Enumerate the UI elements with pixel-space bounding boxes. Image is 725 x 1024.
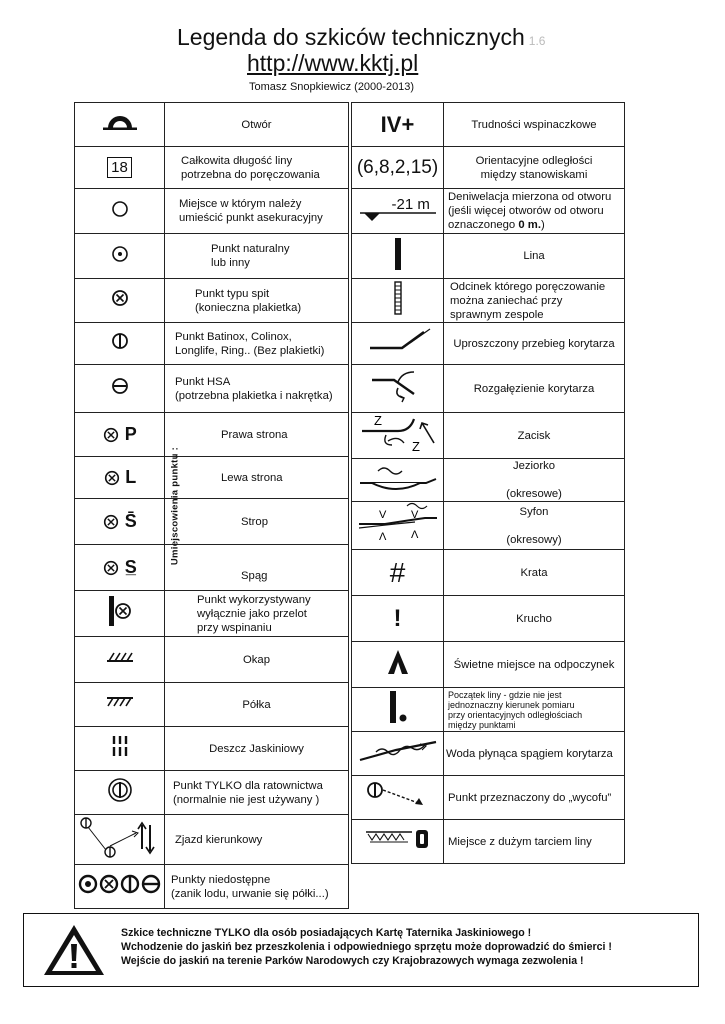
legend-row	[75, 727, 349, 771]
legend-description: Odcinek którego poręczowanie można zaniechać przy sprawnym zespole	[444, 279, 625, 323]
spit-circle-icon	[75, 279, 165, 323]
svg-text:Λ: Λ	[378, 531, 386, 543]
legend-description: Spąg	[165, 545, 349, 591]
legend-row	[352, 323, 625, 365]
retreat-point-icon	[352, 776, 444, 820]
overhang-icon	[75, 637, 165, 683]
legend-description: Punkt wykorzystywany wyłącznie jako przelot przy wspinaniu	[165, 591, 349, 637]
warning-box	[23, 913, 699, 987]
legend-description: Całkowita długość liny potrzebna do poręczowania	[165, 147, 349, 189]
legend-description: Krucho	[444, 596, 625, 642]
spit-roof-icon: S̄	[75, 499, 165, 545]
cave-rain-icon	[75, 727, 165, 771]
legend-row	[352, 189, 625, 234]
legend-row	[352, 279, 625, 323]
left-legend-table	[74, 102, 349, 909]
legend-row	[352, 147, 625, 189]
page-title: Legenda do szkiców technicznych 1.6	[177, 24, 546, 50]
legend-row	[75, 865, 349, 909]
legend-row	[352, 820, 625, 864]
depth-marker-icon: -21 m	[352, 189, 444, 234]
dot-circle-icon	[75, 234, 165, 279]
squeeze-icon	[352, 413, 444, 459]
legend-row	[75, 365, 349, 413]
website-link[interactable]: http://www.kktj.pl	[247, 50, 419, 76]
corridor-path-icon	[352, 323, 444, 365]
legend-description: Początek liny - gdzie nie jest jednoznaczny kierunek pomiaru przy orientacyjnych odległościach między punktami	[444, 688, 625, 732]
legend-row	[75, 499, 349, 545]
legend-row	[352, 502, 625, 550]
empty-circle-icon	[75, 189, 165, 234]
rescue-point-icon	[75, 771, 165, 815]
legend-description: Miejsce w którym należy umieścić punkt asekuracyjny	[165, 189, 349, 234]
legend-description: Punkt typu spit (konieczna plakietka)	[165, 279, 349, 323]
legend-row	[75, 279, 349, 323]
legend-description: Punkt HSA (potrzebna plakietka i nakrętka)	[165, 365, 349, 413]
warning-line: Szkice techniczne TYLKO dla osób posiadających Kartę Taternika Jaskiniowego !	[121, 927, 532, 939]
sump-icon	[352, 502, 444, 550]
legend-description: Syfon (okresowy)	[444, 502, 625, 550]
legend-row	[352, 103, 625, 147]
svg-text:V: V	[410, 509, 418, 521]
legend-description: Uproszczony przebieg korytarza	[444, 323, 625, 365]
legend-description: Zacisk	[444, 413, 625, 459]
legend-description: Krata	[444, 550, 625, 596]
legend-description: Lina	[444, 234, 625, 279]
legend-row	[75, 683, 349, 727]
difficulty-grade-icon: IV+	[352, 103, 444, 147]
legend-description: Rozgałęzienie korytarza	[444, 365, 625, 413]
legend-row	[352, 365, 625, 413]
warning-text	[121, 926, 612, 968]
legend-row	[352, 732, 625, 776]
legend-description: Lewa strona	[165, 457, 349, 499]
legend-row	[75, 591, 349, 637]
warning-triangle-icon	[42, 922, 106, 978]
legend-description: Punkt naturalny lub inny	[165, 234, 349, 279]
loose-rock-icon: !	[352, 596, 444, 642]
spit-left-icon: L	[75, 457, 165, 499]
legend-row	[352, 234, 625, 279]
legend-description: Woda płynąca spągiem korytarza	[444, 732, 625, 776]
deviation-point-icon	[75, 591, 165, 637]
legend-description: Deszcz Jaskiniowy	[165, 727, 349, 771]
svg-text:Z: Z	[411, 439, 420, 453]
legend-description: Prawa strona	[165, 413, 349, 457]
spit-floor-icon: S̲	[75, 545, 165, 591]
legend-description: Zjazd kierunkowy	[165, 815, 349, 865]
legend-description: Miejsce z dużym tarciem liny	[444, 820, 625, 864]
warning-line: Wchodzenie do jaskiń bez przeszkolenia i odpowiedniego sprzętu może doprowadzić do śmierci !	[121, 941, 612, 953]
svg-text:Λ: Λ	[410, 529, 418, 541]
spit-right-icon: P	[75, 413, 165, 457]
legend-row	[352, 776, 625, 820]
rope-start-icon	[352, 688, 444, 732]
svg-text:V: V	[378, 509, 386, 521]
legend-description: Trudności wspinaczkowe	[444, 103, 625, 147]
rest-place-icon	[352, 642, 444, 688]
opening-icon	[75, 103, 165, 147]
legend-row	[352, 642, 625, 688]
legend-row	[75, 234, 349, 279]
rope-icon	[352, 234, 444, 279]
legend-row	[352, 688, 625, 732]
optional-rope-icon	[352, 279, 444, 323]
rope-length-box-icon: 18	[75, 147, 165, 189]
lake-icon	[352, 459, 444, 502]
directional-rappel-icon	[75, 815, 165, 865]
legend-row	[75, 771, 349, 815]
ledge-icon	[75, 683, 165, 727]
author-credit: Tomasz Snopkiewicz (2000-2013)	[249, 81, 415, 93]
legend-description: Orientacyjne odległości między stanowiskami	[444, 147, 625, 189]
legend-description: Półka	[165, 683, 349, 727]
legend-description: Punkt TYLKO dla ratownictwa (normalnie nie jest używany )	[165, 771, 349, 815]
legend-description: Punkt Batinox, Colinox, Longlife, Ring.. (Bez plakietki)	[165, 323, 349, 365]
legend-description: Otwór	[165, 103, 349, 147]
version-number: 1.6	[528, 34, 546, 48]
legend-row	[75, 413, 349, 457]
legend-description: Jeziorko (okresowe)	[444, 459, 625, 502]
legend-row	[352, 596, 625, 642]
bolt-circle-icon	[75, 323, 165, 365]
legend-description: Punkt przeznaczony do „wycofu”	[444, 776, 625, 820]
legend-row	[352, 550, 625, 596]
svg-text:Z: Z	[373, 413, 382, 428]
legend-row	[75, 457, 349, 499]
legend-description: Punkty niedostępne (zanik lodu, urwanie się półki...)	[165, 865, 349, 909]
legend-row	[352, 413, 625, 459]
legend-row	[75, 637, 349, 683]
legend-row	[352, 459, 625, 502]
legend-description: Deniwelacja mierzona od otworu (jeśli więcej otworów od otworu oznaczonego 0 m.)	[444, 189, 625, 234]
legend-row	[75, 189, 349, 234]
inaccessible-points-icon	[75, 865, 165, 909]
floor-stream-icon	[352, 732, 444, 776]
hsa-circle-icon	[75, 365, 165, 413]
point-placement-label: Umiejscowienia punktu :	[169, 446, 181, 566]
legend-row	[75, 103, 349, 147]
grate-icon: #	[352, 550, 444, 596]
legend-row	[75, 323, 349, 365]
anchor-distances-icon: (6,8,2,15)	[352, 147, 444, 189]
legend-row	[75, 815, 349, 865]
high-friction-icon	[352, 820, 444, 864]
legend-description: Strop	[165, 499, 349, 545]
legend-description: Okap	[165, 637, 349, 683]
right-legend-table	[351, 102, 625, 864]
legend-description: Świetne miejsce na odpoczynek	[444, 642, 625, 688]
legend-row	[75, 147, 349, 189]
warning-line: Wejście do jaskiń na terenie Parków Narodowych czy Krajobrazowych wymaga zezwolenia !	[121, 955, 584, 967]
legend-row	[75, 545, 349, 591]
corridor-branch-icon	[352, 365, 444, 413]
